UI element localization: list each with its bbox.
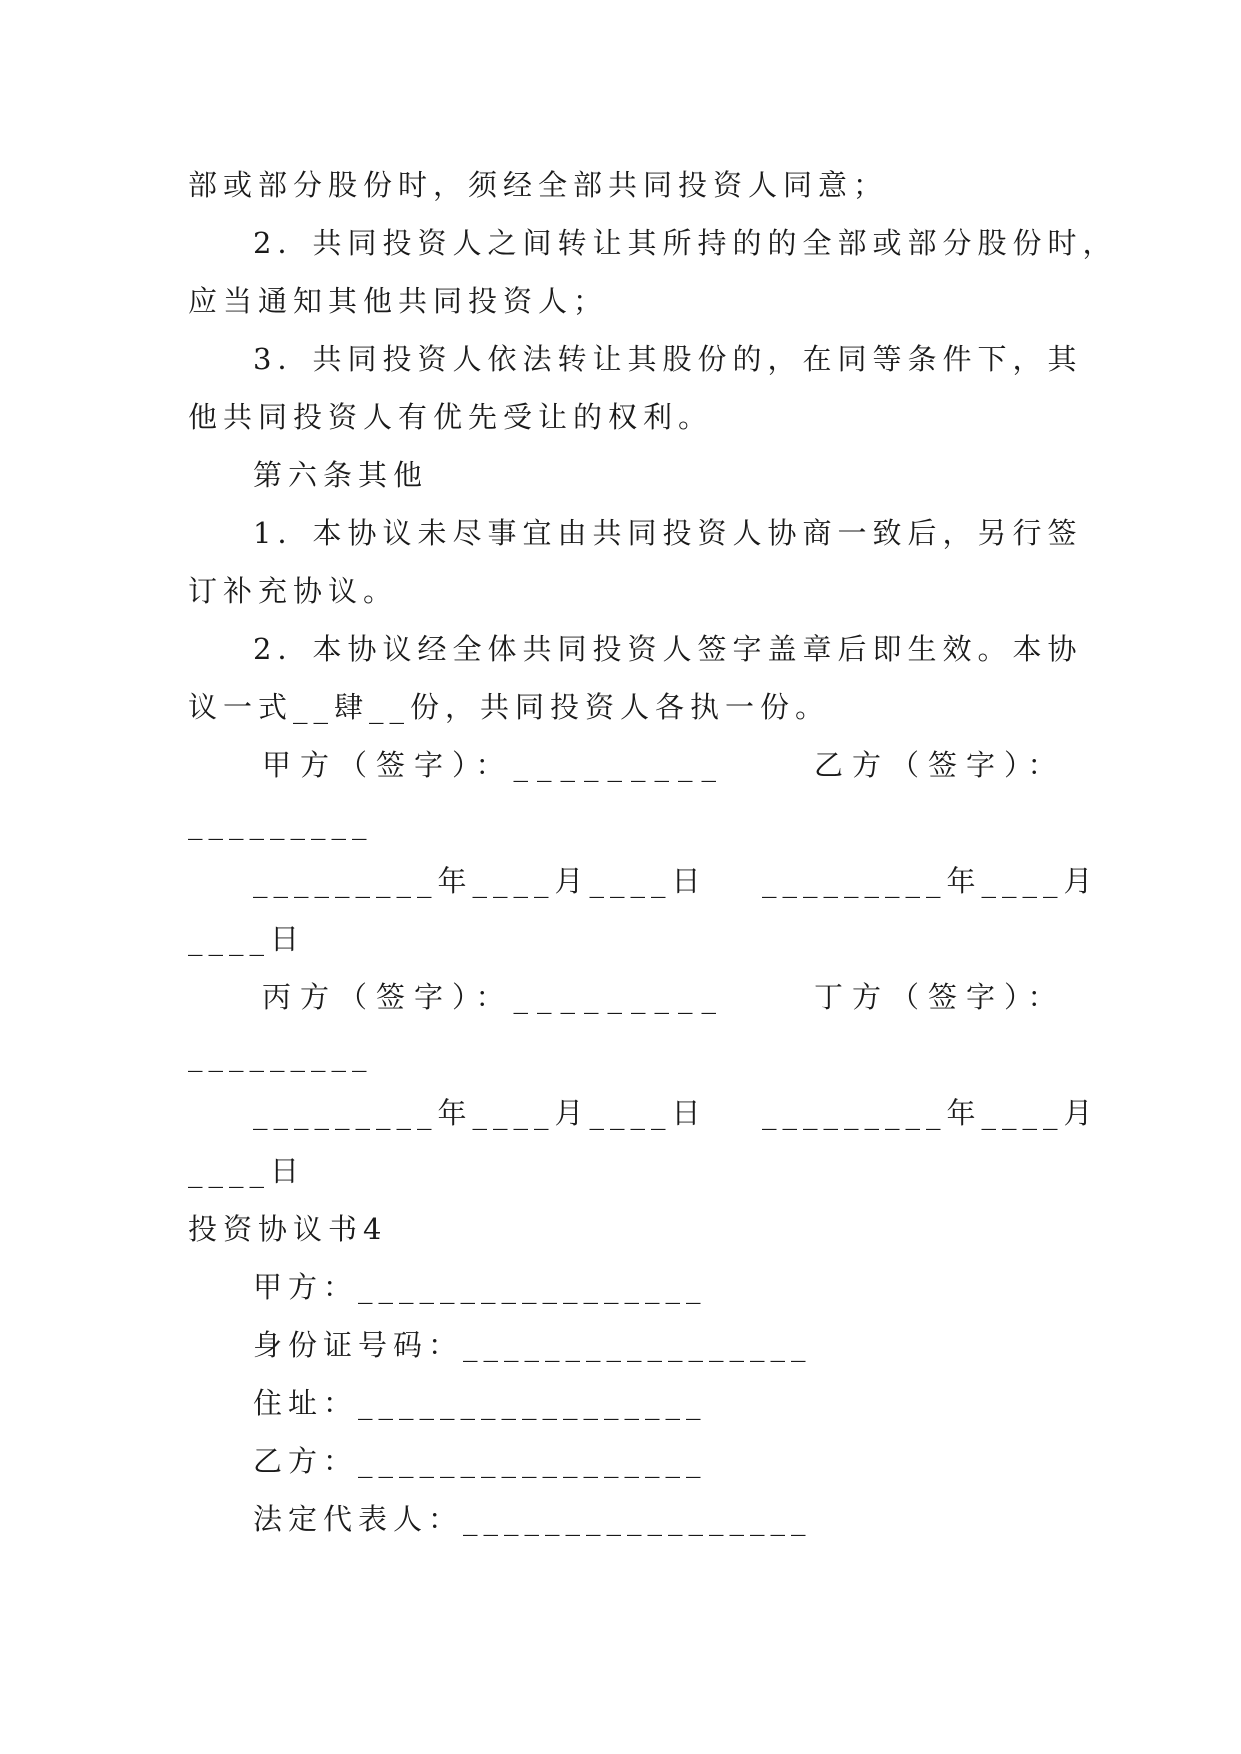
- address-field: 住址：_________________: [253, 1386, 707, 1420]
- paragraph-line: 1．本协议未尽事宜由共同投资人协商一致后，另行签: [253, 516, 1083, 550]
- paragraph-line: 2．共同投资人之间转让其所持的的全部或部分股份时，: [253, 226, 1118, 260]
- party-b-field: 乙方：_________________: [253, 1444, 707, 1478]
- party-b-signature: 乙方（签字）：: [814, 748, 1066, 782]
- date-row-tail: ____日: [188, 1154, 306, 1188]
- party-d-signature: 丁方（签字）：: [814, 980, 1066, 1014]
- date-row-left: _________年____月____日: [253, 1096, 707, 1130]
- paragraph-line: 部或部分股份时，须经全部共同投资人同意；: [188, 168, 889, 202]
- paragraph-line: 2．本协议经全体共同投资人签字盖章后即生效。本协: [253, 632, 1083, 666]
- party-a-signature: 甲方（签字）：_________: [262, 748, 726, 782]
- paragraph-line: 订补充协议。: [188, 574, 399, 608]
- party-d-signature-line: _________: [188, 1038, 373, 1072]
- id-number-field: 身份证号码：_________________: [253, 1328, 812, 1362]
- date-row-right: _________年____月: [762, 864, 1099, 898]
- paragraph-line: 应当通知其他共同投资人；: [188, 284, 609, 318]
- party-c-signature: 丙方（签字）：_________: [262, 980, 726, 1014]
- date-row-right: _________年____月: [762, 1096, 1099, 1130]
- party-b-signature-line: _________: [188, 806, 373, 840]
- section-heading: 第六条其他: [253, 458, 429, 492]
- paragraph-line: 3．共同投资人依法转让其股份的，在同等条件下，其: [253, 342, 1083, 376]
- party-a-field: 甲方：_________________: [253, 1270, 707, 1304]
- paragraph-line: 议一式__肆__份，共同投资人各执一份。: [188, 690, 831, 724]
- date-row-left: _________年____月____日: [253, 864, 707, 898]
- agreement-title: 投资协议书4: [188, 1212, 388, 1246]
- legal-representative-field: 法定代表人：_________________: [253, 1502, 812, 1536]
- date-row-tail: ____日: [188, 922, 306, 956]
- paragraph-line: 他共同投资人有优先受让的权利。: [188, 400, 714, 434]
